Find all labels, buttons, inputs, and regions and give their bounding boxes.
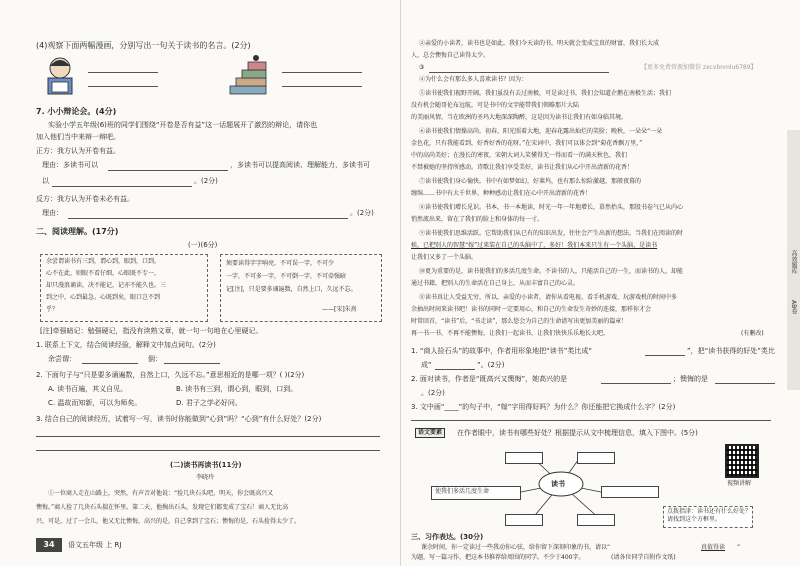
passage-p11-1: ⑪读书真让人受益无穷，所以，亲爱的小读者，请你从看电视、看手机游戏、玩游戏机的时间中多: [419, 294, 678, 301]
mind-box-3[interactable]: [601, 486, 659, 498]
part1-q3-line-2[interactable]: [36, 450, 380, 451]
q7-blank-3[interactable]: [68, 218, 348, 219]
qr-label: 视频讲解: [727, 480, 752, 487]
q4-answer-line-1[interactable]: [88, 72, 158, 73]
part2-q3: 3. 文中画“____”的句子中，“嫁”字用得好吗？为什么？你还能把它换成什么字？(2分): [411, 403, 676, 411]
passage-p6-1: ⑥读书使我们情操高尚。初春，阳光照着大地，迎春花露出灿烂的笑脸；晚秋，一朵朵“一朵: [419, 128, 663, 135]
passage-p1-c: 兴，可是，过了一会儿，他又无比懊悔。高兴的是，自己拿到了宝石；懊悔的是，石头捡得太少了。: [36, 518, 301, 525]
section-3-line-1a: 课余时间，你一定读过一些我动你心弦，给你留下深刻印象的书，请以“: [421, 544, 611, 551]
part-1-title: (一)(6分): [188, 241, 218, 249]
side-tab-label-2: AB卷: [790, 300, 797, 315]
poem2-line-3: 记[注]，只是要多诵遍数，自然上口，久远不忘。: [226, 286, 357, 293]
cartoon-book-stairs-icon: [226, 54, 270, 98]
passage-p3: ③: [419, 64, 425, 71]
part1-q1a: 余尝谓：: [48, 355, 76, 363]
q7-pro: 正方：我方认为开卷有益。: [36, 147, 120, 155]
side-tab-label-1: 高效题库: [790, 250, 797, 274]
passage-p6-2: 金色花，只有我能看到，好香好香的花呀。”在宋词中，我们可以体会到“菊花香飘万里，”: [411, 140, 643, 147]
q7-reason1a: 理由：多读书可以: [42, 161, 98, 169]
poem1-line-4: 到之中，心到最急。心既到矣，眼口岂不到: [46, 294, 161, 301]
passage-p2-a: ②亲爱的小读者，读书也是如此。我们今天读的书，明天就会变成宝贵的财富，我们长大成: [419, 40, 660, 47]
part2-q1c: 成“: [421, 361, 432, 369]
footer-text: 语文五年级 上 RJ: [68, 541, 122, 549]
part-2-author: 李晓玲: [196, 474, 215, 481]
part2-q4: 在作者眼中，读书有哪些好处？根据提示从文中梳理信息，填入下图中。(5分): [457, 429, 698, 437]
section-3-title-blank[interactable]: 真值得读: [701, 544, 726, 551]
part1-q2-option-b[interactable]: B. 读书有三到，谓心到，眼到，口到。: [176, 385, 298, 393]
q7-blank-1[interactable]: [108, 170, 228, 171]
q7-con: 反方：我方认为开卷未必有益。: [36, 195, 134, 203]
passage-p6-3: 中的高尚美好；在漫长的寒夜，宋朝大词人笑懂得无一得而看一的满天秋色，我们: [411, 152, 628, 159]
q4-answer-line-2[interactable]: [88, 86, 158, 87]
q7-blank-2[interactable]: [52, 186, 192, 187]
passage-p11-4: 再一书一书，不再不能懊悔，让我们一起读书，让我们快快乐乐地长大吧。: [411, 330, 610, 337]
mind-box-2[interactable]: [577, 452, 615, 464]
section-3-line-3: (请各位同学自附作文纸): [611, 554, 676, 561]
part1-q2-option-a[interactable]: A. 读书百遍，其义自见。: [48, 385, 128, 393]
mind-box-5[interactable]: [577, 514, 615, 526]
part2-q1d: ”。(2分): [477, 361, 505, 369]
part1-q3-line-1[interactable]: [36, 436, 380, 437]
section-3-line-2: 为题，写一篇习作，把这本书推荐给周围的同学。不少于400字。: [411, 554, 585, 561]
mind-box-4[interactable]: [505, 514, 543, 526]
part1-q1b-blank[interactable]: [164, 363, 220, 364]
source-note: (有删改): [741, 330, 764, 337]
part1-q3: 3. 结合自己的阅读经历，试着写一写，读书时你能做到“心到”吗？“心到”有什么好处？(2分): [36, 415, 322, 423]
hint-text: 点拨指津：读书还有什么好处？请找到这个方框里。: [667, 508, 752, 523]
part2-q2c: 。(2分): [421, 389, 445, 397]
passage-p4: ④为什么会有那么多人喜欢读书？因为：: [419, 76, 528, 83]
q7-reason1c: 以: [42, 177, 49, 185]
passage-p2-b: 人，总会懊悔自己读得太少。: [411, 52, 490, 59]
part2-q2-blank-2[interactable]: [715, 383, 775, 384]
poem1-line-5: 乎？: [46, 306, 59, 313]
part1-q2-option-d[interactable]: D. 君子之学必好问。: [176, 399, 242, 407]
poem1-line-3: 却只漫浪诵读，决不能记，记亦不能久也。三: [46, 282, 167, 289]
passage-p8-1: ⑧读书使我们增长见识。书本，书一本地读，时光一年一年地增长，慕然抬头，那股书卷气已从内心: [419, 204, 684, 211]
section-3-line-1b: ”: [737, 544, 741, 551]
watermark: 【更多免费资源加微信 zxcvbnmlu6789】: [641, 64, 757, 71]
right-page: [400, 0, 800, 566]
passage-p1-b: 懊悔。”商人捡了几块石头揣在怀里。第二天，他掏出石头，发现它们都变成了宝石！商人无比高: [36, 504, 289, 511]
passage-p8-2: 悄然流出来，留在了我们的脸上和身体的每一寸。: [411, 216, 544, 223]
q7-intro-2: 加入他们当中来辩一辩吧。: [36, 133, 120, 141]
q7-reason1d: 。(2分): [194, 177, 218, 185]
mind-box-left-label: 使我们多活几度生命: [435, 488, 490, 495]
q4-title: (4)观察下面两幅漫画，分别写出一句关于读书的名言。(2分): [36, 41, 251, 50]
passage-p7-2: 缠绵……书中有大千世界，种种感动让我们在心中开出清新的花香！: [411, 190, 592, 197]
part1-q1b: 倒：: [148, 355, 162, 363]
part2-q2: 2. 面对读书，作者是“既高兴又懊悔”，她高兴的是: [411, 375, 568, 383]
qr-code-icon[interactable]: [725, 444, 759, 478]
mind-box-1[interactable]: [505, 452, 543, 464]
section-2-title: 二、阅读理解。(17分): [36, 227, 119, 236]
passage-p11-3: 时常回首，“读书”后，“书走读”，那么您会为自己的生命谱写出更加美丽的篇章！: [411, 318, 628, 325]
passage-p9-3: 让我们又多了一个头脑。: [411, 254, 478, 261]
passage-p9-2-underlined: 候，已把别人的智慧“嫁”过来装在自己的头脑中了，多好！我们本来只生有一个头脑，是读书: [411, 242, 658, 249]
passage-p7-1: ⑦读书使我们身心愉快。书中有如梦如幻，好莱坞，也有那么惊险激越，那般夜幕的: [419, 178, 642, 185]
part2-q1b: ”，把“读书获得的好处”类比: [687, 347, 775, 355]
poem1-line-1: 余尝谓读书有三到，谓心到，眼到，口到。: [46, 258, 161, 265]
footnote: [注]牵强暗记：勉强硬记，指没有读熟文章，就一句一句地在心里硬记。: [40, 327, 263, 335]
part2-q1: 1. “商人捡石头”的故事中，作者用形象地把“读书”类比成“: [411, 347, 593, 355]
part-2-title: (二)读书再读书(11分): [170, 461, 242, 469]
q7-reason2: 理由：: [42, 209, 63, 217]
passage-p5-2: 没有机会随哥伦布远航，可是书中的文字能带我们领略那片大陆: [411, 102, 580, 109]
q7-intro-1: 实验小学五年级(6)班的同学们围绕“开卷是否有益”这一话题展开了激烈的辩论，请你也: [48, 121, 318, 129]
part1-q1: 1. 联系上下文，结合阅读经验，解释文中加点词句。(2分): [36, 341, 216, 349]
passage-p10-1: ⑩更为重要的是，读书使我们的多活几度生命。不读书的人，只能活自己的一生，而读书的人，却能: [419, 268, 684, 275]
passage-p1-a: ①一位商人走在山路上，突然，有声音对他说：“捡几块石头吧，明天，你会既高兴又: [48, 490, 274, 497]
q4-tag: 语文要素: [415, 428, 445, 438]
part1-q1a-blank[interactable]: [82, 363, 138, 364]
part2-q2b: ；懊悔的是: [673, 375, 708, 383]
q4-answer-line-4[interactable]: [282, 86, 362, 87]
q7-reason2end: 。(2分): [350, 209, 374, 217]
part1-q2: 2. 下面句子与“只是要多诵遍数，自然上口，久远不忘。”意思相近的是哪一项？( )(2分): [36, 371, 305, 379]
cartoon-boy-reading-icon: [38, 54, 82, 98]
passage-p5-1: ⑤读书使我们视野开阔。我们虽没有去过南极，可是读过书，我们会知道企鹅在南极生活；我们: [419, 90, 672, 97]
q4-answer-line-3[interactable]: [282, 72, 362, 73]
passage-p6-4: 不禁被她的坚持所感动。诗歌让我们享受美好，读书让我们从心中开出清新的花香！: [411, 164, 634, 171]
passage-p11-2: 余抽出时间来读书吧！读书的同时一定要用心，和自己的生命发生奇妙的连接，那样你才会: [411, 306, 652, 313]
part2-q2-blank-1[interactable]: [601, 383, 671, 384]
q7-title: 7. 小小辩论会。(4分): [36, 107, 117, 116]
passage-p10-2: 通过书籍，把别人的生命活在自己身上，从而丰富自己的心灵。: [411, 280, 580, 287]
passage-p3-blank[interactable]: [429, 72, 609, 73]
poem2-line-1: 须要读得字字响亮，不可误一字，不可少: [226, 260, 335, 267]
part2-q1-blank-1[interactable]: [645, 355, 685, 356]
poem2-author: ——[宋]朱熹: [322, 306, 357, 313]
part1-q2-option-c[interactable]: C. 温故而知新，可以为师矣。: [48, 399, 142, 407]
poem1-line-2: 心不在此，则眼不看仔细，心眼既不专一，: [46, 270, 161, 277]
passage-p5-3: 的美丽风情，当在欧洲的圣玛大地深深陶醉，这是因为读书让我们有如身临其境。: [411, 114, 628, 121]
part2-q3-line[interactable]: [411, 420, 771, 421]
poem2-line-2: 一字，不可多一字，不可倒一字，不可牵强暗: [226, 273, 347, 280]
mind-map-center: 读书: [551, 480, 565, 488]
q7-reason1b: ，多读书可以提高阅读、理解能力，多读书可: [230, 161, 370, 169]
passage-p9-1: ⑨读书使我们思维活跃。它帮助我们从已有的知识出发，往往会产生出新的想法。当我们在阅读的时: [419, 230, 684, 237]
section-3-title: 三、习作表达。(30分): [411, 533, 484, 541]
page-number: 34: [36, 538, 62, 552]
part2-q1-blank-2[interactable]: [435, 369, 475, 370]
